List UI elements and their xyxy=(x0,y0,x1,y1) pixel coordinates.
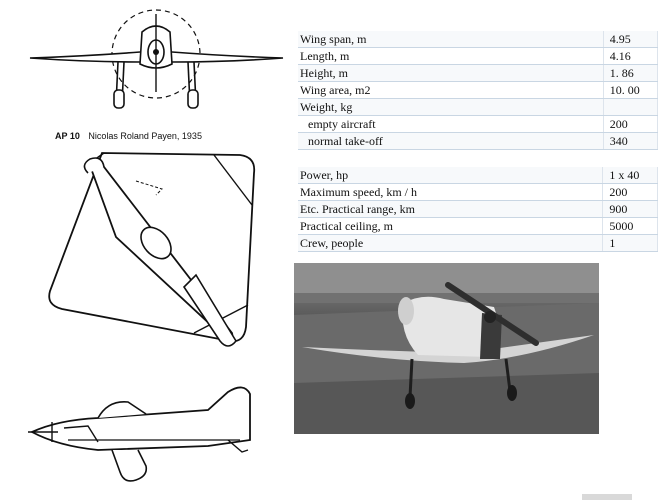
spec-value: 1 xyxy=(603,235,658,252)
spec-value: 4.95 xyxy=(603,31,657,48)
spec-value: 340 xyxy=(603,133,657,150)
spec-value: 4.16 xyxy=(603,48,657,65)
footer-mark xyxy=(582,494,632,500)
spec-value: 10. 00 xyxy=(603,82,657,99)
spec-value: 1 x 40 xyxy=(603,167,658,184)
table-row xyxy=(298,184,658,201)
spec-label: Wing area, m2 xyxy=(298,82,603,99)
table-row xyxy=(298,65,658,82)
table-row xyxy=(298,133,658,150)
table-row xyxy=(298,218,658,235)
table-row xyxy=(298,31,658,48)
table-row xyxy=(298,167,658,184)
table-row xyxy=(298,99,658,116)
performance-table xyxy=(298,167,658,252)
spec-value: 200 xyxy=(603,184,658,201)
spec-label: Maximum speed, km / h xyxy=(298,184,603,201)
table-row xyxy=(298,116,658,133)
aircraft-photo xyxy=(294,263,599,434)
spec-label: Etc. Practical range, km xyxy=(298,201,603,218)
spec-value: 1. 86 xyxy=(603,65,657,82)
spec-value: 200 xyxy=(603,116,657,133)
aircraft-photo-image xyxy=(294,263,599,434)
table-row xyxy=(298,82,658,99)
dimensions-table xyxy=(298,31,658,150)
spec-label: Wing span, m xyxy=(298,31,603,48)
spec-label: Power, hp xyxy=(298,167,603,184)
designer-credit: Nicolas Roland Payen, 1935 xyxy=(88,131,202,141)
spec-label: Height, m xyxy=(298,65,603,82)
spec-label: Crew, people xyxy=(298,235,603,252)
spec-label: Weight, kg xyxy=(298,99,603,116)
table-row xyxy=(298,201,658,218)
spec-label: Practical ceiling, m xyxy=(298,218,603,235)
table-row xyxy=(298,48,658,65)
table-row xyxy=(298,235,658,252)
spec-value: 900 xyxy=(603,201,658,218)
model-designation: AP 10 xyxy=(55,131,80,141)
side-view-drawing xyxy=(28,380,278,490)
top-view-drawing xyxy=(44,145,264,355)
spec-value xyxy=(603,99,657,116)
spec-label: empty aircraft xyxy=(298,116,603,133)
spec-label: Length, m xyxy=(298,48,603,65)
front-view-drawing xyxy=(28,12,288,112)
drawing-caption xyxy=(55,131,202,141)
spec-label: normal take-off xyxy=(298,133,603,150)
spec-value: 5000 xyxy=(603,218,658,235)
